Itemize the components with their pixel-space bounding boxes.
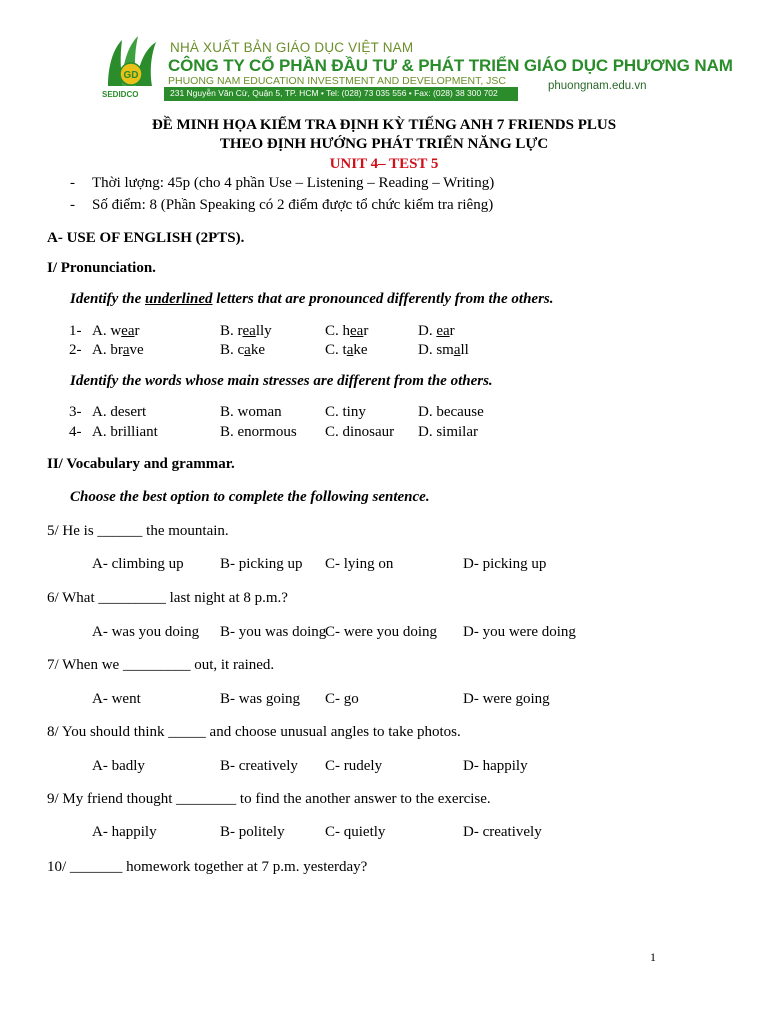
q4-option-c[interactable]: C. dinosaur (325, 424, 395, 440)
q5-option-d[interactable]: D- picking up (463, 556, 547, 572)
q3-option-b[interactable]: B. woman (220, 404, 282, 420)
page-number: 1 (650, 950, 656, 964)
q2-option-b[interactable]: B. cake (220, 342, 266, 358)
q6-option-c[interactable]: C- were you doing (325, 624, 438, 640)
q6-option-b[interactable]: B- you was doing (220, 624, 327, 640)
info-bullet: - (70, 175, 75, 191)
q5-option-b[interactable]: B- picking up (220, 556, 303, 572)
q5-option-c[interactable]: C- lying on (325, 556, 394, 572)
q1-option-b[interactable]: B. really (220, 323, 272, 339)
q6-stem: 6/ What _________ last night at 8 p.m.? (47, 590, 288, 606)
company-name: CÔNG TY CỔ PHẦN ĐẦU TƯ & PHÁT TRIỂN GIÁO DỤC PHƯƠNG NAM (168, 56, 733, 75)
q7-option-b[interactable]: B- was going (220, 691, 300, 707)
q8-option-a[interactable]: A- badly (92, 758, 145, 774)
q8-option-d[interactable]: D- happily (463, 758, 528, 774)
publisher-name: NHÀ XUẤT BẢN GIÁO DỤC VIỆT NAM (170, 40, 414, 55)
question-number: 1- (69, 323, 82, 339)
q2-option-a[interactable]: A. brave (92, 342, 144, 358)
q4-option-b[interactable]: B. enormous (220, 424, 297, 440)
info-bullet: - (70, 197, 75, 213)
part1-heading: I/ Pronunciation. (47, 260, 156, 276)
info-duration: Thời lượng: 45p (cho 4 phần Use – Listening – Reading – Writing) (92, 175, 495, 191)
q7-option-d[interactable]: D- were going (463, 691, 550, 707)
part1-instruction-2: Identify the words whose main stresses are different from the others. (70, 373, 493, 389)
doc-title-line2: THEO ĐỊNH HƯỚNG PHÁT TRIỂN NĂNG LỰC (219, 136, 549, 152)
q1-option-c[interactable]: C. hear (325, 323, 369, 339)
doc-title-line1: ĐỀ MINH HỌA KIỂM TRA ĐỊNH KỲ TIẾNG ANH 7 FRIENDS PLUS (151, 117, 617, 133)
q10-stem: 10/ _______ homework together at 7 p.m. yesterday? (47, 859, 368, 875)
company-english-name: PHUONG NAM EDUCATION INVESTMENT AND DEVELOPMENT, JSC (168, 75, 506, 87)
company-website: phuongnam.edu.vn (548, 80, 647, 92)
company-logo (100, 34, 162, 98)
q8-option-c[interactable]: C- rudely (325, 758, 383, 774)
q4-option-d[interactable]: D. similar (418, 424, 478, 440)
q2-option-c[interactable]: C. take (325, 342, 368, 358)
q7-option-c[interactable]: C- go (325, 691, 359, 707)
logo-brand-text: SEDIDCO (102, 90, 139, 99)
doc-unit-title: UNIT 4– TEST 5 (329, 156, 439, 172)
q3-option-c[interactable]: C. tiny (325, 404, 366, 420)
q7-stem: 7/ When we _________ out, it rained. (47, 657, 275, 673)
q9-option-d[interactable]: D- creatively (463, 824, 542, 840)
section-a-heading: A- USE OF ENGLISH (2PTS). (47, 230, 245, 246)
q8-option-b[interactable]: B- creatively (220, 758, 298, 774)
part2-instruction: Choose the best option to complete the following sentence. (70, 489, 430, 505)
part1-instruction-1: Identify the underlined letters that are pronounced differently from the others. (70, 291, 554, 307)
q3-option-d[interactable]: D. because (418, 404, 484, 420)
q6-option-a[interactable]: A- was you doing (92, 624, 200, 640)
q5-stem: 5/ He is ______ the mountain. (47, 523, 229, 539)
logo-initials: GD (123, 70, 139, 81)
q1-option-a[interactable]: A. wear (92, 323, 140, 339)
q4-option-a[interactable]: A. brilliant (92, 424, 158, 440)
question-number: 3- (69, 404, 82, 420)
part2-heading: II/ Vocabulary and grammar. (47, 456, 235, 472)
underlined-word: underlined (145, 291, 213, 307)
q8-stem: 8/ You should think _____ and choose unusual angles to take photos. (47, 724, 461, 740)
q6-option-d[interactable]: D- you were doing (463, 624, 576, 640)
q9-option-a[interactable]: A- happily (92, 824, 157, 840)
q9-option-b[interactable]: B- politely (220, 824, 285, 840)
q2-option-d[interactable]: D. small (418, 342, 469, 358)
question-number: 2- (69, 342, 82, 358)
q3-option-a[interactable]: A. desert (92, 404, 147, 420)
q7-option-a[interactable]: A- went (92, 691, 141, 707)
q1-option-d[interactable]: D. ear (418, 323, 455, 339)
q9-option-c[interactable]: C- quietly (325, 824, 386, 840)
company-address: 231 Nguyễn Văn Cừ, Quận 5, TP. HCM • Tel: (028) 73 035 556 • Fax: (028) 38 300 702 (170, 88, 498, 98)
info-points: Số điểm: 8 (Phần Speaking có 2 điểm được tổ chức kiểm tra riêng) (92, 197, 494, 213)
question-number: 4- (69, 424, 82, 440)
q5-option-a[interactable]: A- climbing up (92, 556, 184, 572)
q9-stem: 9/ My friend thought ________ to find the another answer to the exercise. (47, 791, 491, 807)
